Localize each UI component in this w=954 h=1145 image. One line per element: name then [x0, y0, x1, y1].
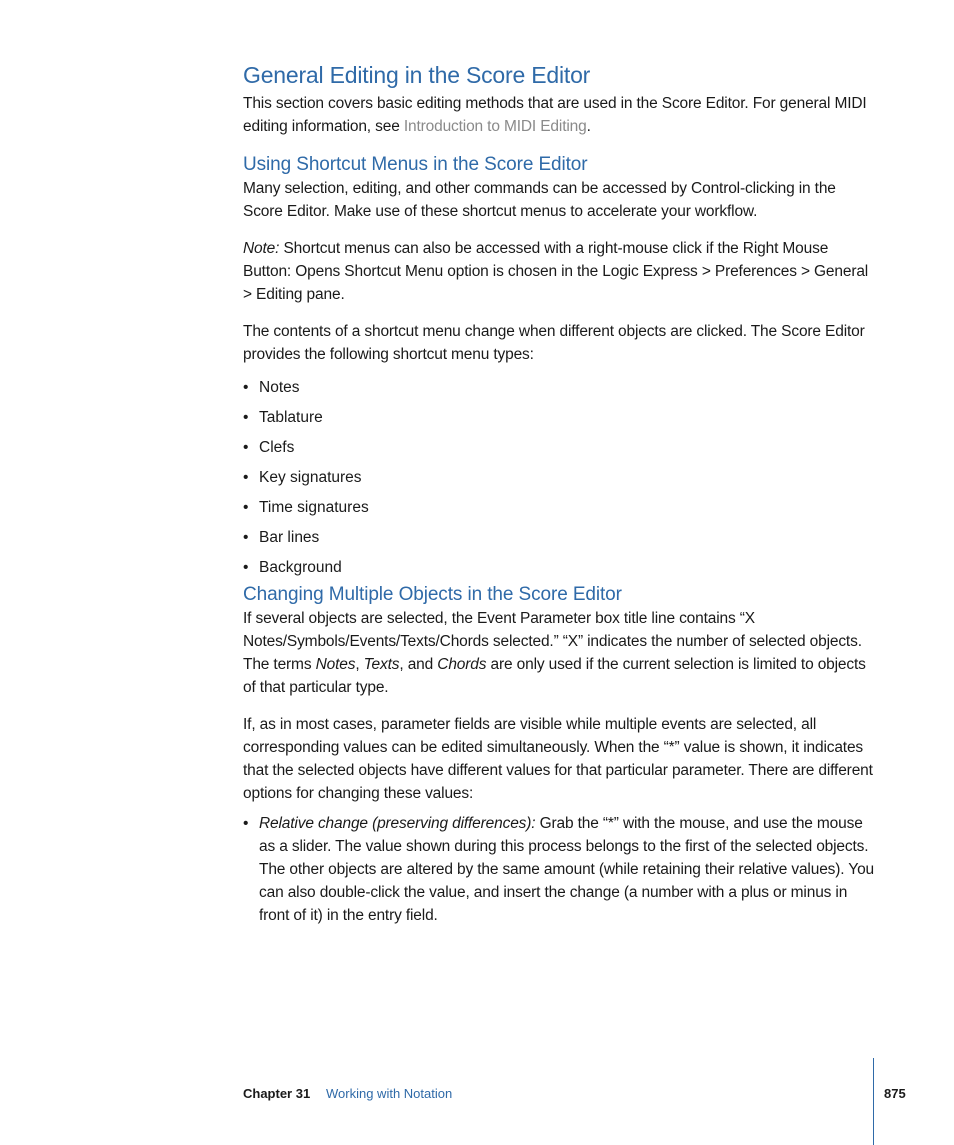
bullet: • [243, 499, 249, 516]
bullet: • [243, 409, 249, 426]
list-item-label: Notes [259, 379, 300, 396]
bullet: • [243, 469, 249, 486]
list-item [243, 376, 875, 406]
note-paragraph: Note: Shortcut menus can also be accessed with a right-mouse click if the Right Mouse Button: Opens Shortcut Menu option is chosen in the Logic Express > Preferences > General > Editing pane. [243, 240, 869, 303]
page-footer [0, 1086, 954, 1110]
change-options-list [243, 812, 875, 927]
page-content [243, 60, 875, 927]
list-item [243, 466, 875, 496]
intro-to-midi-editing-link[interactable]: Introduction to MIDI Editing [403, 118, 587, 135]
bullet: • [243, 815, 249, 832]
chapter-title-link[interactable]: Working with Notation [326, 1086, 453, 1101]
parameter-fields-paragraph: If, as in most cases, parameter fields are visible while multiple events are selected, all corresponding values can be edited simultaneously. When the “*” value is shown, it indicates that the selected objects have different values for that particular parameter. There are different options for changing these values: [243, 716, 873, 802]
multiple-objects-paragraph: If several objects are selected, the Event Parameter box title line contains “X Notes/Symbols/Events/Texts/Chords selected.” “X” indicates the number of selected objects. The terms Notes, Texts, and Chords are only used if the current selection is limited to objects of that particular type. [243, 610, 866, 696]
list-item-label: Time signatures [259, 499, 369, 516]
list-item-label: Tablature [259, 409, 323, 426]
list-item [243, 406, 875, 436]
list-item [243, 526, 875, 556]
note-label: Note: [243, 240, 280, 257]
list-item-label: Key signatures [259, 469, 362, 486]
list-item [243, 496, 875, 526]
section-heading-changing-multiple: Changing Multiple Objects in the Score Editor [243, 584, 622, 605]
intro-paragraph: This section covers basic editing methods that are used in the Score Editor. For general MIDI editing information, see Introduction to MIDI Editing. [243, 95, 867, 135]
bullet: • [243, 379, 249, 396]
list-item-label: Bar lines [259, 529, 320, 546]
menu-types-paragraph: The contents of a shortcut menu change when different objects are clicked. The Score Editor provides the following shortcut menu types: [243, 323, 865, 363]
list-item [243, 436, 875, 466]
shortcut-menus-paragraph: Many selection, editing, and other commands can be accessed by Control-clicking in the Score Editor. Make use of these shortcut menus to accelerate your workflow. [243, 180, 836, 220]
bullet: • [243, 529, 249, 546]
list-item-label: Clefs [259, 439, 295, 456]
list-item-label: Background [259, 559, 342, 576]
page-title: General Editing in the Score Editor [243, 62, 591, 88]
bullet: • [243, 439, 249, 456]
list-item: • Relative change (preserving differences): Grab the “*” with the mouse, and use the mouse as a slider. The value shown during this process belongs to the first of the selected objects. The other objects are altered by the same amount (while retaining their relative values). You can also double-click the value, and insert the change (a number with a plus or minus in front of it) in the entry field. [243, 812, 875, 927]
relative-change-label: Relative change (preserving differences): [259, 815, 536, 832]
chapter-label: Chapter 31 [243, 1086, 311, 1101]
section-heading-shortcut-menus: Using Shortcut Menus in the Score Editor [243, 154, 588, 175]
list-item [243, 556, 875, 586]
bullet: • [243, 559, 249, 576]
shortcut-menu-types-list [243, 376, 875, 586]
page-number: 875 [884, 1086, 906, 1101]
